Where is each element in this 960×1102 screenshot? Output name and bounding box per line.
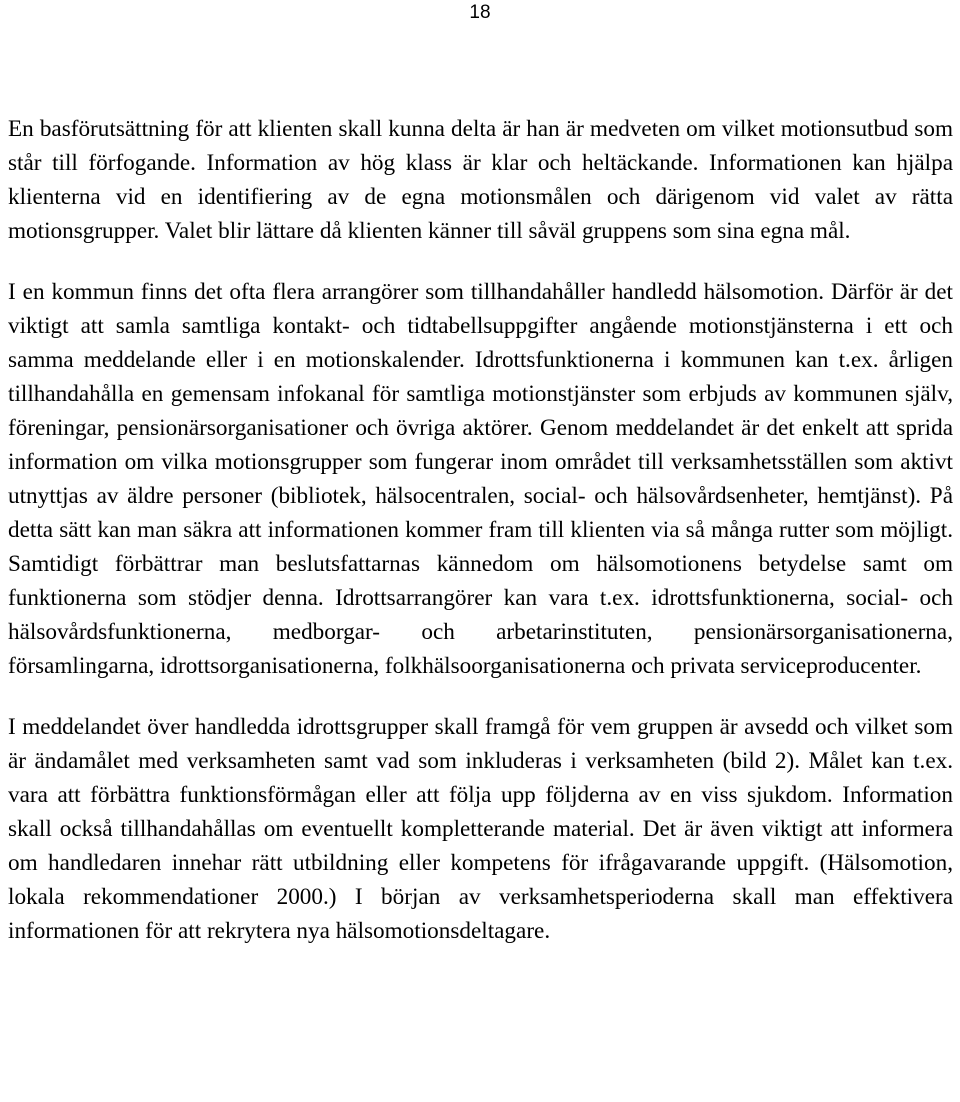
page-number: 18: [469, 2, 491, 23]
paragraph: I en kommun finns det ofta flera arrangörer som tillhandahåller handledd hälsomotion. Därför är det viktigt att samla samtliga kontakt- och tidtabellsuppgifter angående motionstjänsterna i ett och samma meddelande eller i en motionskalender. Idrottsfunktionerna i kommunen kan t.ex. årligen tillhandahålla en gemensam infokanal för samtliga motionstjänster som erbjuds av kommunen själv, föreningar, pensionärsorganisationer och övriga aktörer. Genom meddelandet är det enkelt att sprida information om vilka motionsgrupper som fungerar inom området till verksamhetsställen som aktivt utnyttjas av äldre personer (bibliotek, hälsocentralen, social- och hälsovårdsenheter, hemtjänst). På detta sätt kan man säkra att informationen kommer fram till klienten via så många rutter som möjligt. Samtidigt förbättrar man beslutsfattarnas kännedom om hälsomotionens betydelse samt om funktionerna som stödjer denna. Idrottsarrangörer kan vara t.ex. idrottsfunktionerna, social- och hälsovårdsfunktionerna, medborgar- och arbetarinstituten, pensionärsorganisationerna, församlingarna, idrottsorganisationerna, folkhälsoorganisationerna och privata serviceproducenter.: [8, 279, 953, 679]
body-text: [8, 112, 953, 948]
paragraph: En basförutsättning för att klienten skall kunna delta är han är medveten om vilket motionsutbud som står till förfogande. Information av hög klass är klar och heltäckande. Informationen kan hjälpa klienterna vid en identifiering av de egna motionsmålen och därigenom vid valet av rätta motionsgrupper. Valet blir lättare då klienten känner till såväl gruppens som sina egna mål.: [8, 116, 953, 244]
paragraph: I meddelandet över handledda idrottsgrupper skall framgå för vem gruppen är avsedd och vilket som är ändamålet med verksamheten samt vad som inkluderas i verksamheten (bild 2). Målet kan t.ex. vara att förbättra funktionsförmågan eller att följa upp följderna av en viss sjukdom. Information skall också tillhandahållas om eventuellt kompletterande material. Det är även viktigt att informera om handledaren innehar rätt utbildning eller kompetens för ifrågavarande uppgift. (Hälsomotion, lokala rekommendationer 2000.) I början av verksamhetsperioderna skall man effektivera informationen för att rekrytera nya hälsomotionsdeltagare.: [8, 714, 953, 944]
